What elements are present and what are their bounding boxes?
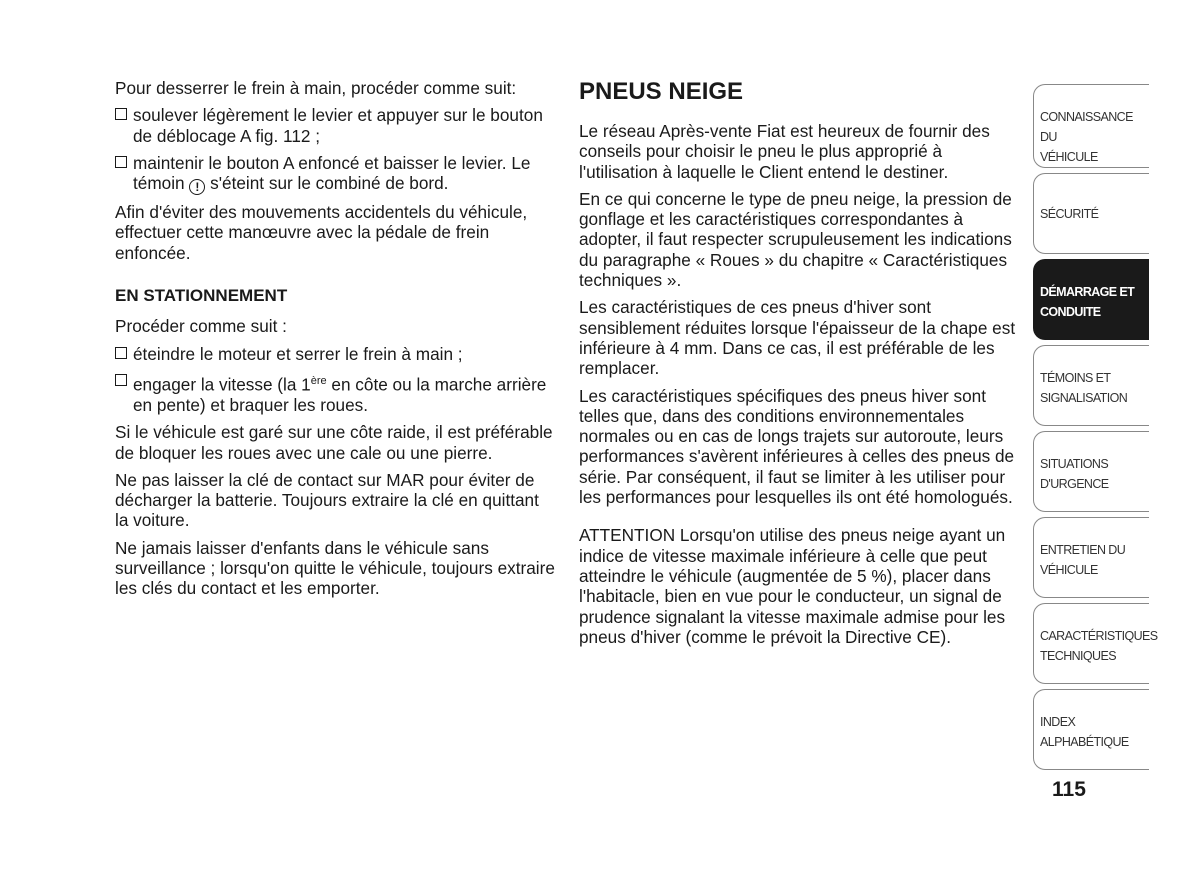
warning-light-icon: !: [189, 179, 205, 195]
tab-caracteristiques-techniques[interactable]: CARACTÉRISTIQUES TECHNIQUES: [1033, 603, 1149, 684]
checkbox-bullet-icon: [115, 156, 127, 168]
tab-situations-urgence[interactable]: SITUATIONS D'URGENCE: [1033, 431, 1149, 512]
parking-step-2-sup: ère: [310, 374, 327, 387]
paragraph: En ce qui concerne le type de pneu neige, la pression de gonflage et les caractéristiques correspondantes à adopter, il faut respecter scrupuleusement les indications du paragraphe « Roues » du chapitre « Caractéristiques techniques ».: [579, 188, 1012, 291]
section-heading-parking: EN STATIONNEMENT: [115, 286, 288, 306]
release-step-2: [133, 153, 555, 195]
paragraph: Les caractéristiques de ces pneus d'hiver sont sensiblement réduites lorsque l'épaisseur de la chape est inférieure à 4 mm. Dans ce cas, il est préférable de les remplacer.: [579, 297, 1016, 379]
tab-temoins-signalisation[interactable]: TÉMOINS ET SIGNALISATION: [1033, 345, 1149, 426]
release-intro: Pour desserrer le frein à main, procéder comme suit:: [115, 78, 517, 98]
chapter-tabs: [1033, 84, 1158, 775]
paragraph: Afin d'éviter des mouvements accidentels du véhicule, effectuer cette manœuvre avec la pédale de frein enfoncée.: [115, 202, 528, 263]
list-item: [115, 371, 555, 415]
right-column: [579, 78, 1019, 654]
section-title-snow-tyres: PNEUS NEIGE: [579, 78, 744, 105]
list-item: [115, 344, 555, 364]
paragraph: Ne pas laisser la clé de contact sur MAR pour éviter de décharger la batterie. Toujours extraire la clé en quittant la voiture.: [115, 469, 539, 531]
release-step-2-text-b: s'éteint sur le combiné de bord.: [205, 173, 449, 194]
parking-step-1: éteindre le moteur et serrer le frein à main ;: [133, 343, 463, 364]
release-step-1: soulever légèrement le levier et appuyer sur le bouton de déblocage A fig. 112 ;: [133, 105, 543, 146]
tab-connaissance-vehicule[interactable]: CONNAISSANCE DU VÉHICULE: [1033, 84, 1149, 168]
tab-securite[interactable]: SÉCURITÉ: [1033, 173, 1149, 254]
paragraph: Ne jamais laisser d'enfants dans le véhicule sans surveillance ; lorsqu'on quitte le véhicule, toujours extraire les clés du contact et les emporter.: [115, 537, 555, 599]
checkbox-bullet-icon: [115, 374, 127, 386]
page-number: 115: [1052, 778, 1086, 801]
checkbox-bullet-icon: [115, 347, 127, 359]
parking-step-2-text-b: en côte ou la marche arrière en pente) et braquer les roues.: [133, 374, 547, 415]
list-item: [115, 153, 555, 195]
parking-step-2-text-a: engager la vitesse (la 1: [133, 374, 311, 395]
paragraph: Les caractéristiques spécifiques des pneus hiver sont telles que, dans des conditions environnementales normales ou en cas de longs trajets sur autoroute, leurs performances s'avèrent inférieures à celles des pneus de série. Par conséquent, il faut se limiter à les utiliser pour les performances pour lesquelles ils ont été homologués.: [579, 385, 1015, 508]
warning-paragraph: ATTENTION Lorsqu'on utilise des pneus neige ayant un indice de vitesse maximale inférieure à celle que peut atteindre le véhicule (augmentée de 5 %), placer dans l'habitacle, bien en vue pour le conducteur, un signal de prudence signalant la vitesse maximale admise pour les pneus d'hiver (comme le prévoit la Directive CE).: [579, 525, 1006, 647]
tab-index-alphabetique[interactable]: INDEX ALPHABÉTIQUE: [1033, 689, 1149, 770]
left-column: [115, 78, 555, 606]
release-step-2-text-a: maintenir le bouton A enfoncé et baisser le levier. Le témoin: [133, 152, 531, 194]
paragraph: Si le véhicule est garé sur une côte raide, il est préférable de bloquer les roues avec une cale ou une pierre.: [115, 422, 553, 463]
paragraph: Le réseau Après-vente Fiat est heureux de fournir des conseils pour choisir le pneu le plus approprié à l'utilisation à laquelle le Client entend le destiner.: [579, 121, 990, 182]
parking-intro: Procéder comme suit :: [115, 316, 287, 337]
parking-step-2: [133, 371, 555, 415]
tab-entretien-vehicule[interactable]: ENTRETIEN DU VÉHICULE: [1033, 517, 1149, 598]
tab-demarrage-conduite[interactable]: DÉMARRAGE ET CONDUITE: [1033, 259, 1149, 340]
checkbox-bullet-icon: [115, 108, 127, 120]
list-item: [115, 105, 555, 146]
